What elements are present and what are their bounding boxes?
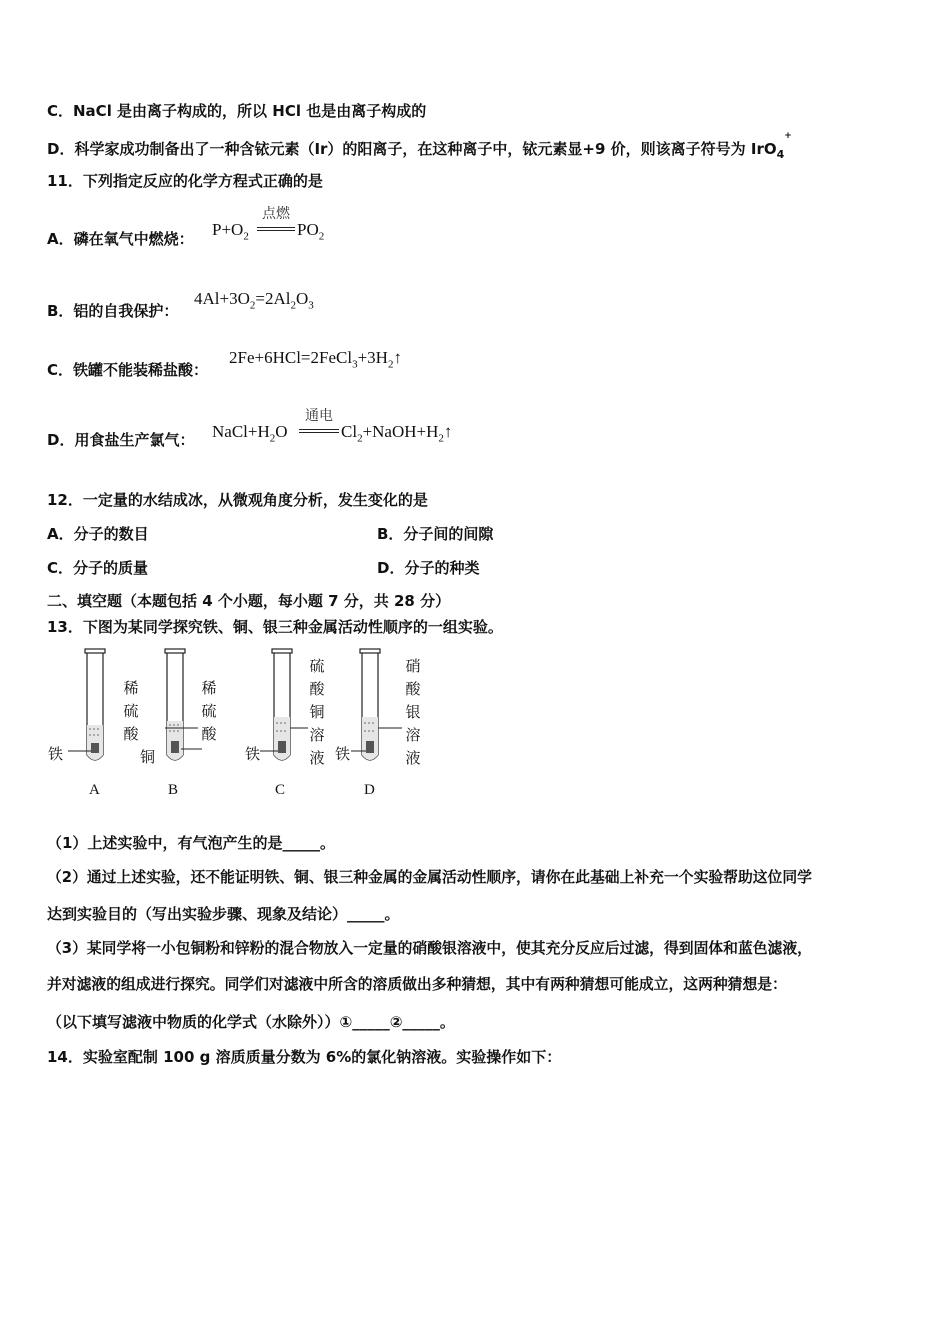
q10-option-d [47,131,792,165]
q10-option-d-text: D．科学家成功制备出了一种含铱元素（Ir）的阳离子，在这种离子中，铱元素显+9 价，则该离子符号为 IrO [47,140,777,158]
q11-option-d-reactants: $NaCl+H_2O$ [212,422,288,445]
q12-option-a: A．分子的数目 [47,525,149,543]
q12-stem: 12．一定量的水结成冰，从微观角度分析，发生变化的是 [47,491,428,509]
q11-option-c-equation: $2Fe+6HCl=2FeCl_3+3H_2↑$ [229,348,402,371]
q11-option-d-equal-sign [299,429,339,433]
q10-option-d-superscript: + [784,131,792,141]
q11-option-d-label: D．用食盐生产氯气： [47,431,195,449]
q11-option-a-products: $PO_2$ [297,220,325,243]
tube-d-solution: 硝 酸 银 溶 液 [405,657,421,767]
q11-option-d-condition: 通电 [305,408,333,424]
q11-option-a-equal-sign [257,227,295,231]
section-heading: 二、填空题（本题包括 4 个小题，每小题 7 分，共 28 分） [47,592,451,610]
test-tube-figure [40,645,460,810]
q11-stem: 11．下列指定反应的化学方程式正确的是 [47,172,323,190]
tube-b-metal: 铜 [140,748,156,766]
q10-option-c: C．NaCl 是由离子构成的，所以 HCl 也是由离子构成的 [47,102,427,120]
q12-option-b: B．分子间的间隙 [377,525,494,543]
q11-option-a-condition: 点燃 [262,206,290,222]
q13-part-1: （1）上述实验中，有气泡产生的是_____。 [47,834,335,852]
q13-part-3-line-1: （3）某同学将一小包铜粉和锌粉的混合物放入一定量的硝酸银溶液中，使其充分反应后过滤，得到固体和蓝色滤液， [47,940,812,957]
tube-a [68,649,105,760]
tube-c-metal: 铁 [245,745,261,763]
q11-option-a-reactants: $P+O_2$ [212,220,249,243]
tube-d-letter: D [364,782,375,798]
q13-part-3-line-2: 并对滤液的组成进行探究。同学们对滤液中所含的溶质做出多种猜想，其中有两种猜想可能成立，这两种猜想是： [47,976,787,993]
q13-part-3-line-3: （以下填写滤液中物质的化学式（水除外））①_____②_____。 [47,1013,455,1031]
tube-a-metal: 铁 [48,745,64,763]
tube-c [260,649,308,760]
q13-part-2-line-1: （2）通过上述实验，还不能证明铁、铜、银三种金属的金属活动性顺序，请你在此基础上补充一个实验帮助这位同学 [47,869,812,886]
q13-part-2-line-2: 达到实验目的（写出实验步骤、现象及结论）_____。 [47,905,400,923]
tube-d [351,649,402,760]
q11-option-b-equation: $4Al+3O_2=2Al_2O_3$ [194,289,314,312]
q11-option-b-label: B．铝的自我保护： [47,302,179,320]
q11-option-c-label: C．铁罐不能装稀盐酸： [47,361,209,379]
tube-a-letter: A [89,782,100,798]
q11-option-a-label: A．磷在氧气中燃烧： [47,230,194,248]
tube-b [165,649,202,760]
tube-a-solution: 稀 硫 酸 [123,679,139,743]
q14-stem: 14．实验室配制 100 g 溶质质量分数为 6%的氯化钠溶液。实验操作如下： [47,1048,562,1066]
q11-option-d-products: $Cl_2+NaOH+H_2↑$ [341,422,453,445]
q13-stem: 13．下图为某同学探究铁、铜、银三种金属活动性顺序的一组实验。 [47,618,503,636]
tube-c-solution: 硫 酸 铜 溶 液 [309,657,325,767]
q12-option-d: D．分子的种类 [377,559,480,577]
tube-c-letter: C [275,782,286,798]
tube-b-letter: B [168,782,179,798]
tube-b-solution: 稀 硫 酸 [201,679,217,743]
tube-d-metal: 铁 [335,745,351,763]
q12-option-c: C．分子的质量 [47,559,149,577]
q10-option-d-subscript: 4 [776,148,785,161]
